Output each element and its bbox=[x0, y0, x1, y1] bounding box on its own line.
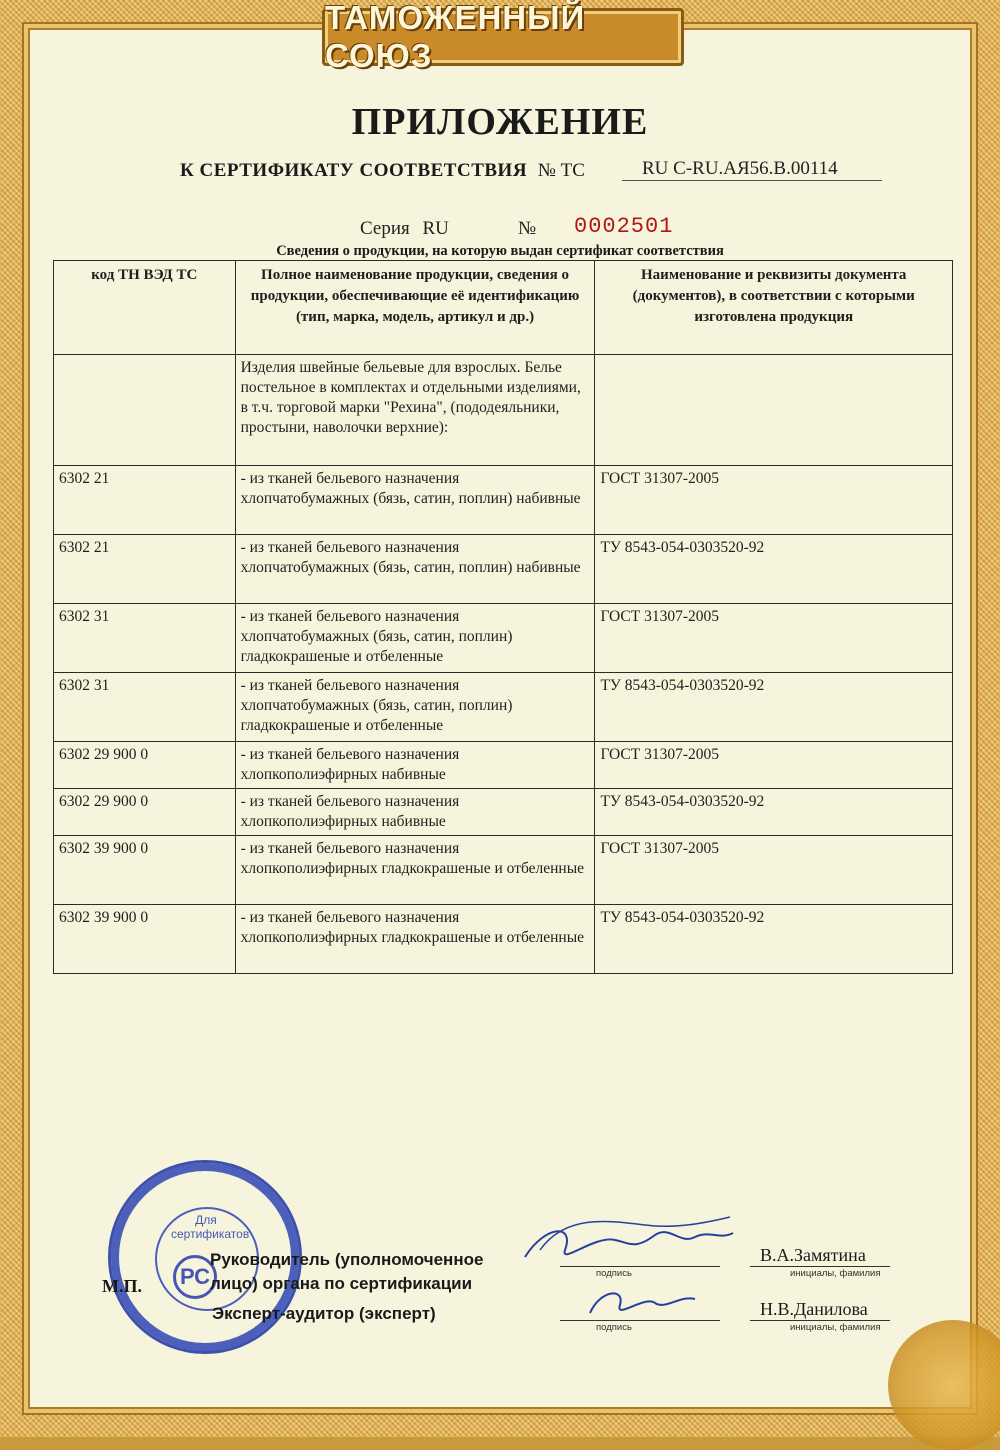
cell-code: 6302 29 900 0 bbox=[54, 789, 236, 836]
cell-name: - из тканей бельевого назначения хлопчатобумажных (бязь, сатин, поплин) гладкокрашеные и отбеленные bbox=[235, 673, 595, 742]
handwritten-signatures bbox=[505, 1195, 745, 1335]
table-row bbox=[54, 836, 953, 905]
cell-doc: ТУ 8543-054-0303520-92 bbox=[595, 673, 953, 742]
stamp-place-label: М.П. bbox=[102, 1276, 142, 1296]
cell-code: 6302 39 900 0 bbox=[54, 905, 236, 974]
cell-doc bbox=[595, 355, 953, 466]
table-row bbox=[54, 355, 953, 466]
expert-name: Н.В.Данилова bbox=[760, 1299, 868, 1319]
expert-role: Эксперт-аудитор (эксперт) bbox=[212, 1304, 436, 1323]
cell-doc: ГОСТ 31307-2005 bbox=[595, 742, 953, 789]
series-line bbox=[360, 218, 449, 240]
head-initials-caption: инициалы, фамилия bbox=[790, 1268, 881, 1279]
head-name: В.А.Замятина bbox=[760, 1245, 866, 1265]
cell-code: 6302 31 bbox=[54, 673, 236, 742]
table-row bbox=[54, 673, 953, 742]
cell-name: - из тканей бельевого назначения хлопчатобумажных (бязь, сатин, поплин) набивные bbox=[235, 466, 595, 535]
cell-name: - из тканей бельевого назначения хлопкополиэфирных гладкокрашеные и отбеленные bbox=[235, 905, 595, 974]
cell-code: 6302 31 bbox=[54, 604, 236, 673]
series-value: RU bbox=[422, 218, 449, 239]
table-row bbox=[54, 535, 953, 604]
cert-prefix: К СЕРТИФИКАТУ СООТВЕТСТВИЯ bbox=[180, 160, 528, 181]
cell-name: - из тканей бельевого назначения хлопчатобумажных (бязь, сатин, поплин) набивные bbox=[235, 535, 595, 604]
header-code: код ТН ВЭД ТС bbox=[54, 261, 236, 355]
cell-code: 6302 29 900 0 bbox=[54, 742, 236, 789]
customs-union-banner bbox=[322, 0, 684, 74]
cell-doc: ГОСТ 31307-2005 bbox=[595, 466, 953, 535]
table-row bbox=[54, 905, 953, 974]
number-sign: № bbox=[518, 218, 537, 239]
table-row bbox=[54, 466, 953, 535]
cell-name: - из тканей бельевого назначения хлопкополиэфирных гладкокрашеные и отбеленные bbox=[235, 836, 595, 905]
table-row bbox=[54, 789, 953, 836]
cell-name: - из тканей бельевого назначения хлопкополиэфирных набивные bbox=[235, 742, 595, 789]
table-row bbox=[54, 604, 953, 673]
products-table bbox=[53, 260, 953, 974]
cell-name: Изделия швейные бельевые для взрослых. Белье постельное в комплектах и отдельными изделиями, в т.ч. торговой марки "Рехина", (пододеяльники, простыни, наволочки верхние): bbox=[235, 355, 595, 466]
cell-doc: ТУ 8543-054-0303520-92 bbox=[595, 789, 953, 836]
head-name-line bbox=[750, 1266, 890, 1267]
banner-text: ТАМОЖЕННЫЙ СОЮЗ bbox=[325, 0, 586, 74]
cell-code bbox=[54, 355, 236, 466]
stamp-logo: РС bbox=[173, 1255, 217, 1299]
cell-code: 6302 21 bbox=[54, 535, 236, 604]
cell-doc: ГОСТ 31307-2005 bbox=[595, 836, 953, 905]
series-label: Серия bbox=[360, 218, 410, 239]
cell-doc: ГОСТ 31307-2005 bbox=[595, 604, 953, 673]
expert-signature-caption: подпись bbox=[596, 1322, 632, 1333]
head-signature-line bbox=[560, 1266, 720, 1267]
cell-doc: ТУ 8543-054-0303520-92 bbox=[595, 905, 953, 974]
certificate-number: RU C-RU.АЯ56.В.00114 bbox=[622, 158, 882, 181]
head-signature-caption: подпись bbox=[596, 1268, 632, 1279]
table-header-row bbox=[54, 261, 953, 355]
page-title: ПРИЛОЖЕНИЕ bbox=[351, 101, 649, 143]
info-title: Сведения о продукции, на которую выдан сертификат соответствия bbox=[276, 243, 724, 259]
cell-code: 6302 21 bbox=[54, 466, 236, 535]
cell-name: - из тканей бельевого назначения хлопчатобумажных (бязь, сатин, поплин) гладкокрашеные и отбеленные bbox=[235, 604, 595, 673]
certificate-reference bbox=[180, 160, 585, 182]
cell-doc: ТУ 8543-054-0303520-92 bbox=[595, 535, 953, 604]
expert-signature-line bbox=[560, 1320, 720, 1321]
cert-tc-label: № ТС bbox=[537, 160, 585, 181]
blank-number: 0002501 bbox=[574, 214, 674, 239]
header-product-name: Полное наименование продукции, сведения о продукции, обеспечивающие её идентификацию (тип, марка, модель, артикул и др.) bbox=[235, 261, 595, 355]
header-document: Наименование и реквизиты документа (документов), в соответствии с которыми изготовлена продукция bbox=[595, 261, 953, 355]
expert-initials-caption: инициалы, фамилия bbox=[790, 1322, 881, 1333]
expert-name-line bbox=[750, 1320, 890, 1321]
cell-name: - из тканей бельевого назначения хлопкополиэфирных набивные bbox=[235, 789, 595, 836]
head-role: Руководитель (уполномоченное лицо) органа по сертификации bbox=[210, 1250, 484, 1293]
stamp-text: Для сертификатов bbox=[171, 1213, 250, 1241]
table-row bbox=[54, 742, 953, 789]
cell-code: 6302 39 900 0 bbox=[54, 836, 236, 905]
